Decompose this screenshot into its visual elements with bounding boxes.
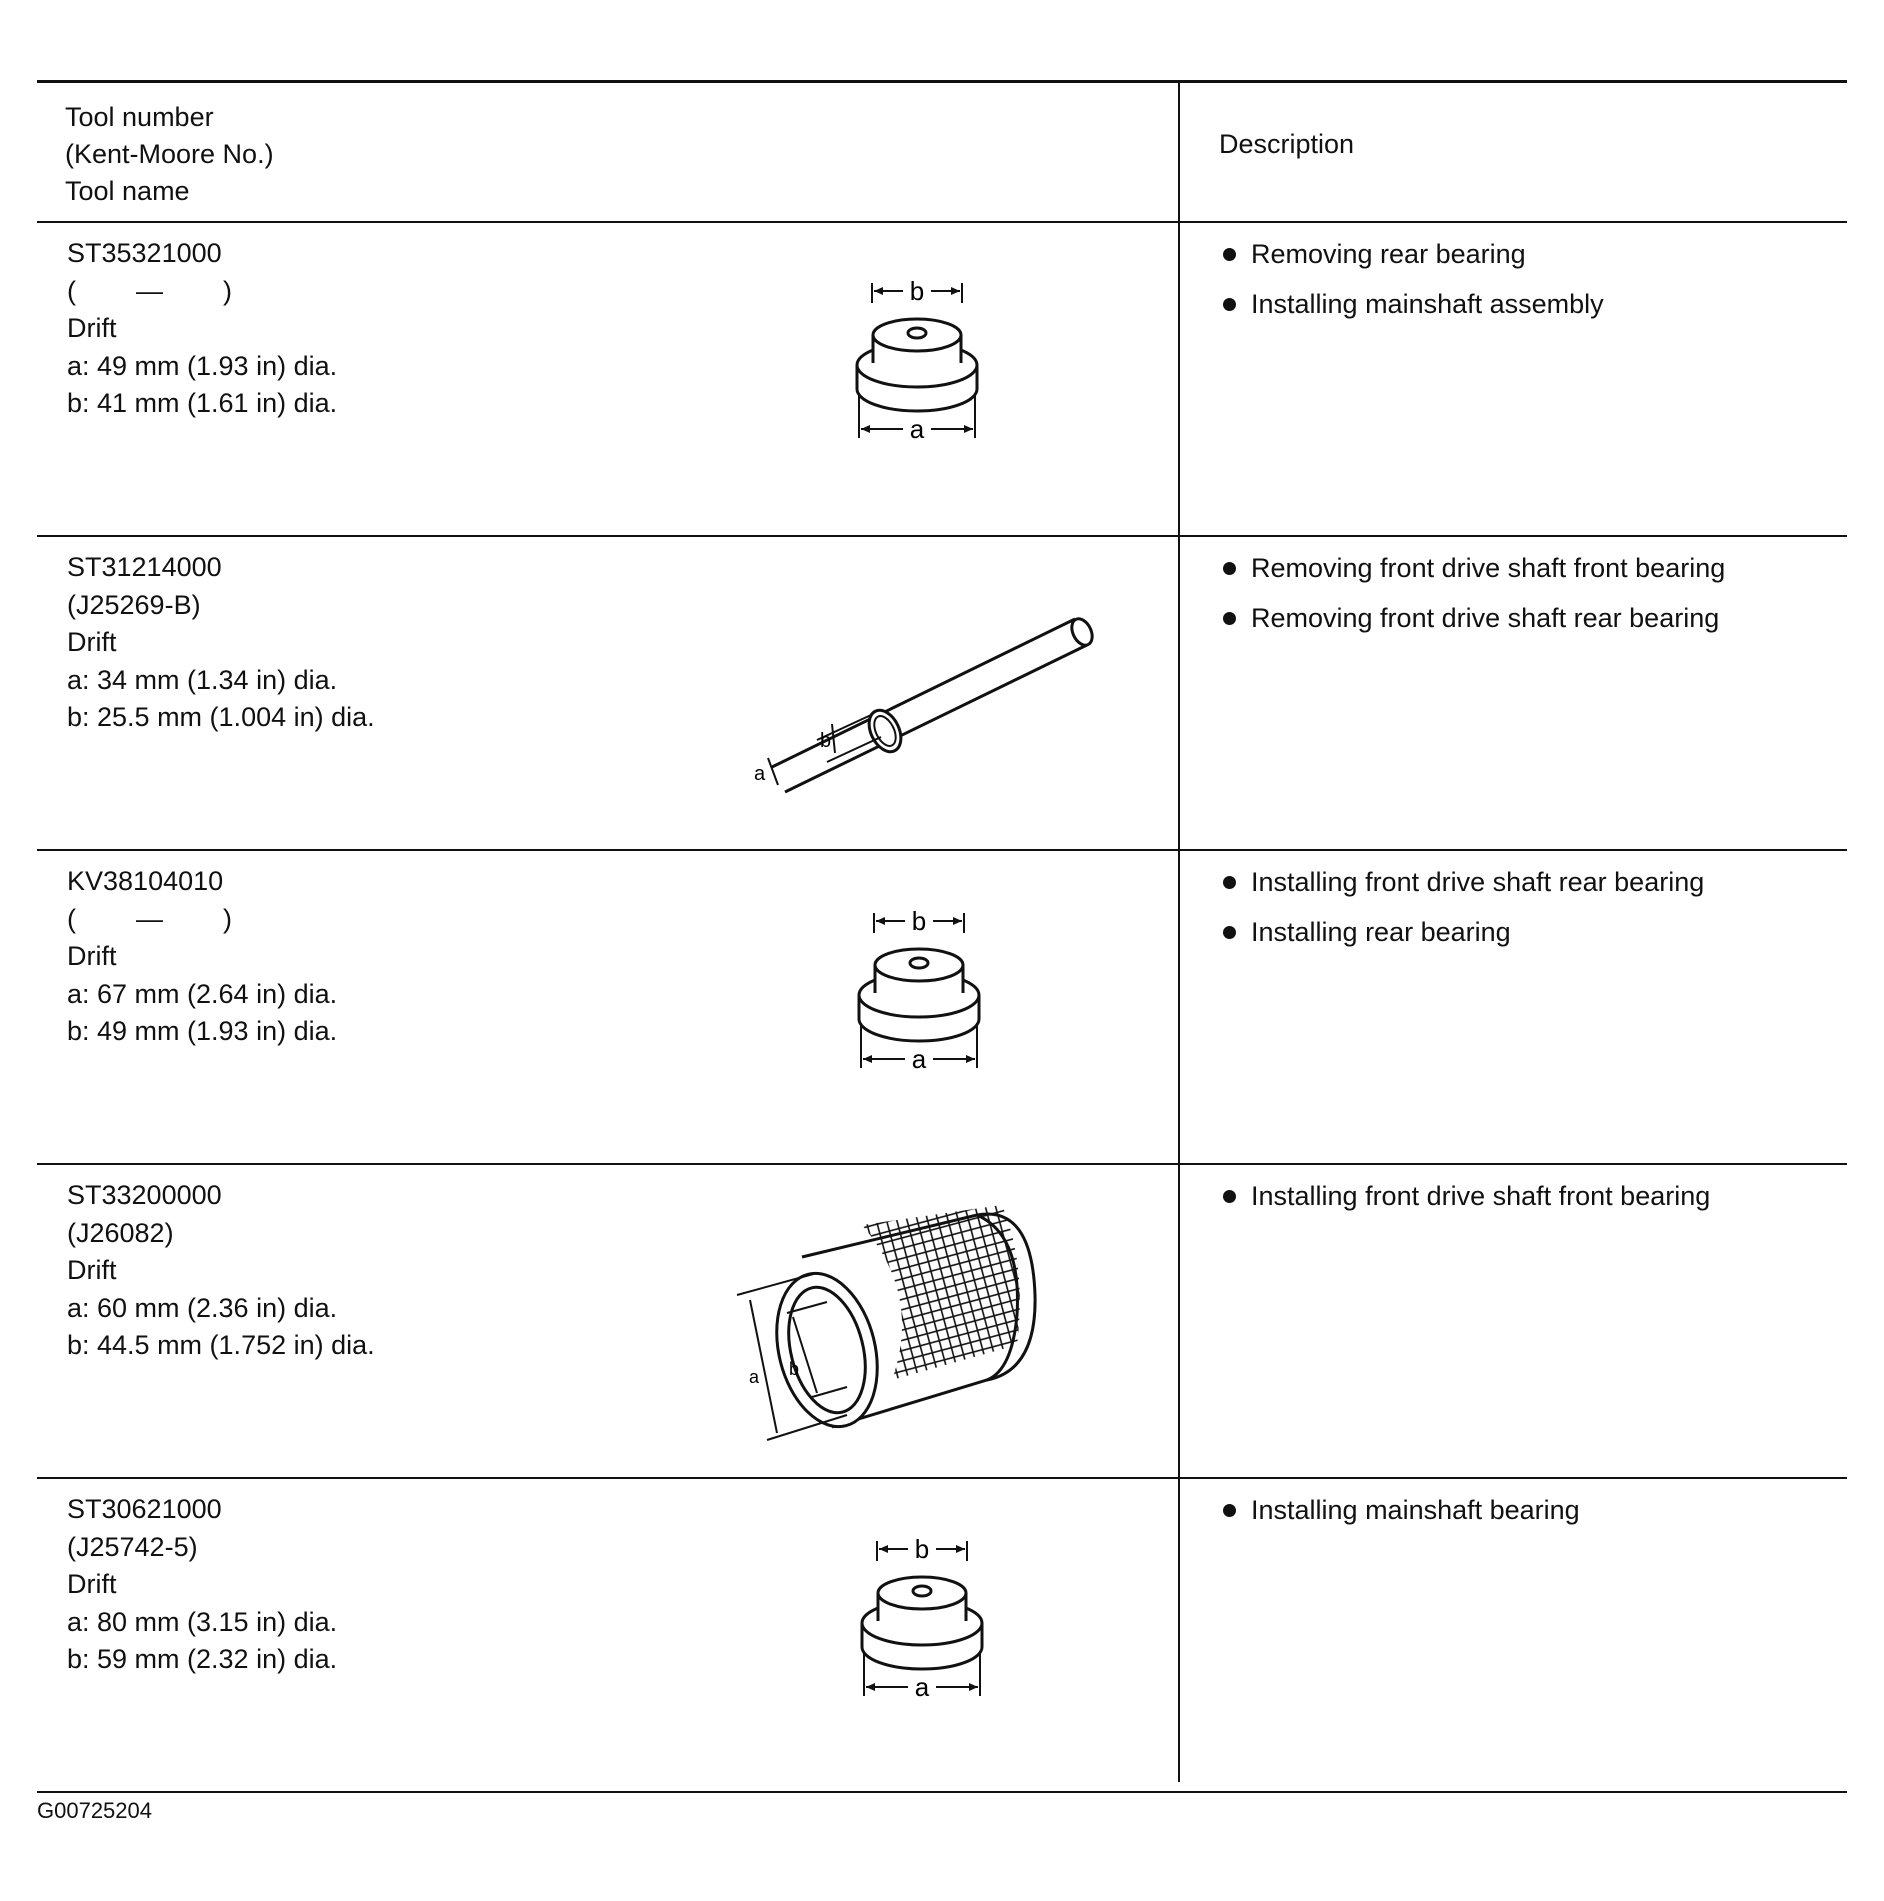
dimension-b: b: 25.5 mm (1.004 in) dia.: [67, 702, 375, 732]
tool-number: ST33200000: [67, 1180, 222, 1210]
dimension-a: a: 60 mm (2.36 in) dia.: [67, 1292, 338, 1323]
list-item: Installing mainshaft bearing: [1217, 1485, 1580, 1535]
dim-label-a: a: [749, 1367, 760, 1387]
dim-label-b: b: [911, 906, 927, 936]
header-description: Description: [1219, 129, 1355, 159]
dimension-a: a: 67 mm (2.64 in) dia.: [67, 978, 338, 1009]
table-row: [37, 223, 1847, 537]
table-row: [37, 851, 1847, 1165]
list-item: Installing mainshaft assembly: [1217, 279, 1604, 329]
dim-label-b: b: [820, 730, 832, 752]
table-header: [37, 83, 1847, 223]
list-item: Removing front drive shaft rear bearing: [1217, 593, 1725, 643]
dimension-b: b: 41 mm (1.61 in) dia.: [67, 388, 338, 418]
dim-label-b: b: [909, 276, 925, 306]
dimension-a: a: 80 mm (3.15 in) dia.: [67, 1606, 338, 1637]
tool-name: Drift: [67, 313, 117, 343]
header-tool-column: [65, 99, 274, 210]
stepped-drift-icon: [677, 1479, 1177, 1789]
header-line: Tool name: [65, 176, 190, 206]
dimension-a: a: 49 mm (1.93 in) dia.: [67, 350, 338, 381]
kent-moore-number: (J25742-5): [67, 1531, 198, 1562]
dim-label-a: a: [909, 414, 925, 444]
tool-spec: [67, 1491, 337, 1679]
kent-moore-number: (J26082): [67, 1217, 174, 1248]
list-item: Installing front drive shaft rear bearing: [1217, 857, 1704, 907]
stepped-drift-icon: [677, 223, 1177, 533]
list-item: Removing rear bearing: [1217, 229, 1604, 279]
dimension-a: a: 34 mm (1.34 in) dia.: [67, 664, 338, 695]
tool-name: Drift: [67, 1569, 117, 1599]
tool-number: ST31214000: [67, 552, 222, 582]
list-item: Removing front drive shaft front bearing: [1217, 543, 1725, 593]
dimension-b: b: 59 mm (2.32 in) dia.: [67, 1644, 338, 1674]
table-row: [37, 1479, 1847, 1793]
dimension-b: b: 44.5 mm (1.752 in) dia.: [67, 1330, 375, 1360]
dim-label-a: a: [911, 1044, 927, 1074]
stepped-drift-icon: [677, 851, 1177, 1161]
table-row: [37, 537, 1847, 851]
description-list: [1217, 229, 1604, 329]
tool-name: Drift: [67, 627, 117, 657]
description-list: [1217, 1485, 1580, 1535]
dimension-b: b: 49 mm (1.93 in) dia.: [67, 1016, 338, 1046]
tool-number: KV38104010: [67, 866, 224, 896]
dim-label-b: b: [914, 1534, 930, 1564]
description-list: [1217, 543, 1725, 643]
kent-moore-number: (J25269-B): [67, 589, 201, 620]
tool-number: ST30621000: [67, 1494, 222, 1524]
dim-label-b: b: [789, 1359, 800, 1379]
kent-moore-number: ( — ): [67, 903, 233, 934]
list-item: Installing rear bearing: [1217, 907, 1704, 957]
description-list: [1217, 1171, 1710, 1221]
tool-spec: [67, 235, 337, 423]
tool-number: ST35321000: [67, 238, 222, 268]
dim-label-a: a: [754, 763, 766, 785]
figure-code: G00725204: [37, 1798, 152, 1823]
tool-name: Drift: [67, 941, 117, 971]
knurled-drift-icon: [677, 1165, 1177, 1475]
list-item: Installing front drive shaft front bearing: [1217, 1171, 1710, 1221]
tool-spec: [67, 863, 337, 1051]
description-list: [1217, 857, 1704, 957]
tube-drift-icon: [677, 537, 1177, 847]
tool-spec: [67, 1177, 375, 1365]
kent-moore-number: ( — ): [67, 275, 233, 306]
header-line: Tool number: [65, 102, 214, 132]
dim-label-a: a: [914, 1672, 930, 1702]
table-row: [37, 1165, 1847, 1479]
tool-name: Drift: [67, 1255, 117, 1285]
tool-spec: [67, 549, 375, 737]
header-line: (Kent-Moore No.): [65, 139, 274, 169]
